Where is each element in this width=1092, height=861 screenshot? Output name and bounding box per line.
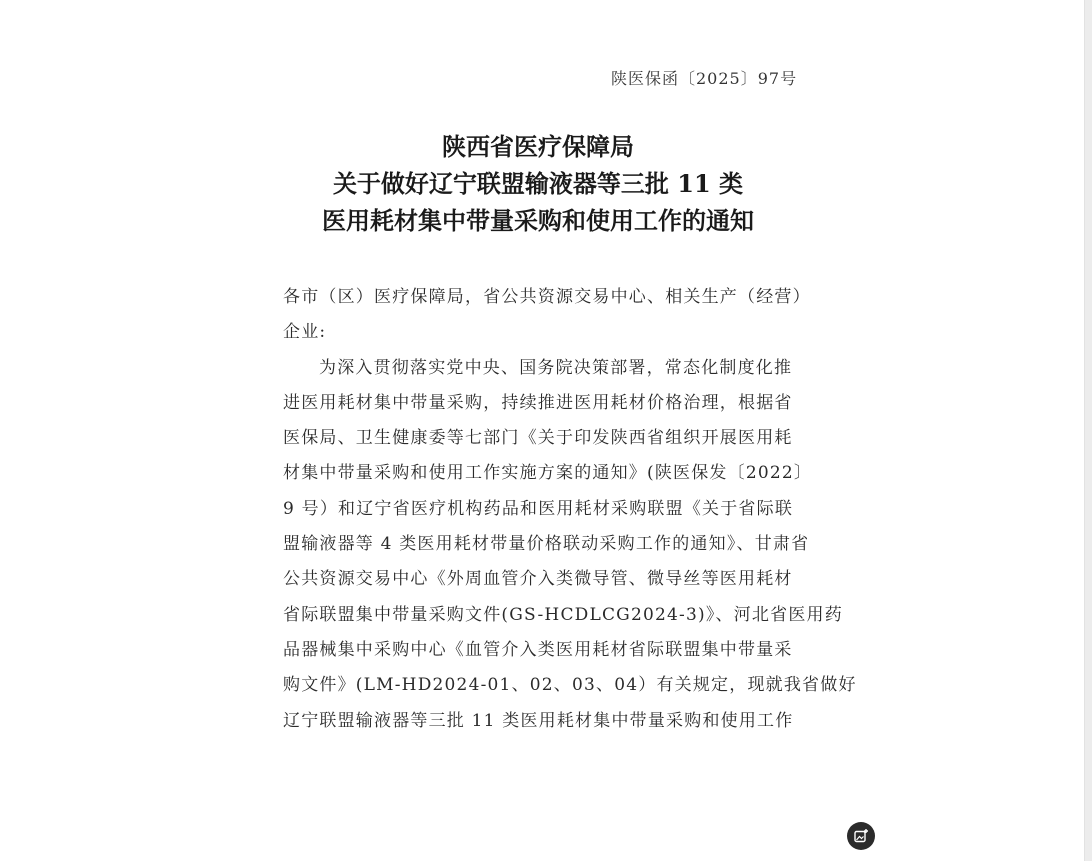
salutation-line: 各市（区）医疗保障局，省公共资源交易中心、相关生产（经营） (283, 287, 811, 307)
add-image-icon (853, 828, 869, 844)
body-line: 材集中带量采购和使用工作实施方案的通知》(陕医保发〔2022〕 (283, 463, 813, 484)
document-number: 陕医保函〔2025〕97号 (611, 69, 798, 88)
title-line: 陕西省医疗保障局 (442, 132, 634, 161)
salutation-line: 企业: (283, 322, 327, 343)
body-line: 品器械集中采购中心《血管介入类医用耗材省际联盟集中带量采 (283, 639, 793, 660)
title-line: 关于做好辽宁联盟输液器等三批 11 类 (332, 169, 744, 198)
body-line: 购文件》(LM-HD2024-01、02、03、04）有关规定，现就我省做好 (283, 675, 857, 696)
body-line: 辽宁联盟输液器等三批 11 类医用耗材集中带量采购和使用工作 (283, 710, 794, 731)
body-line: 医保局、卫生健康委等七部门《关于印发陕西省组织开展医用耗 (283, 428, 793, 449)
body-line: 盟输液器等 4 类医用耗材带量价格联动采购工作的通知》、甘肃省 (283, 534, 810, 555)
body-line: 省际联盟集中带量采购文件(GS-HCDLCG2024-3)》、河北省医用药 (283, 604, 843, 625)
body-line: 9 号）和辽宁省医疗机构药品和医用耗材采购联盟《关于省际联 (283, 498, 794, 519)
document-title (268, 128, 808, 239)
body-line: 为深入贯彻落实党中央、国务院决策部署，常态化制度化推 (319, 357, 793, 378)
title-line: 医用耗材集中带量采购和使用工作的通知 (322, 206, 754, 235)
vertical-scrollbar[interactable] (1084, 0, 1092, 861)
body-line: 进医用耗材集中带量采购，持续推进医用耗材价格治理，根据省 (283, 392, 793, 413)
body-line: 公共资源交易中心《外周血管介入类微导管、微导丝等医用耗材 (283, 569, 793, 590)
add-image-button[interactable] (847, 822, 875, 850)
document-body (283, 280, 857, 739)
